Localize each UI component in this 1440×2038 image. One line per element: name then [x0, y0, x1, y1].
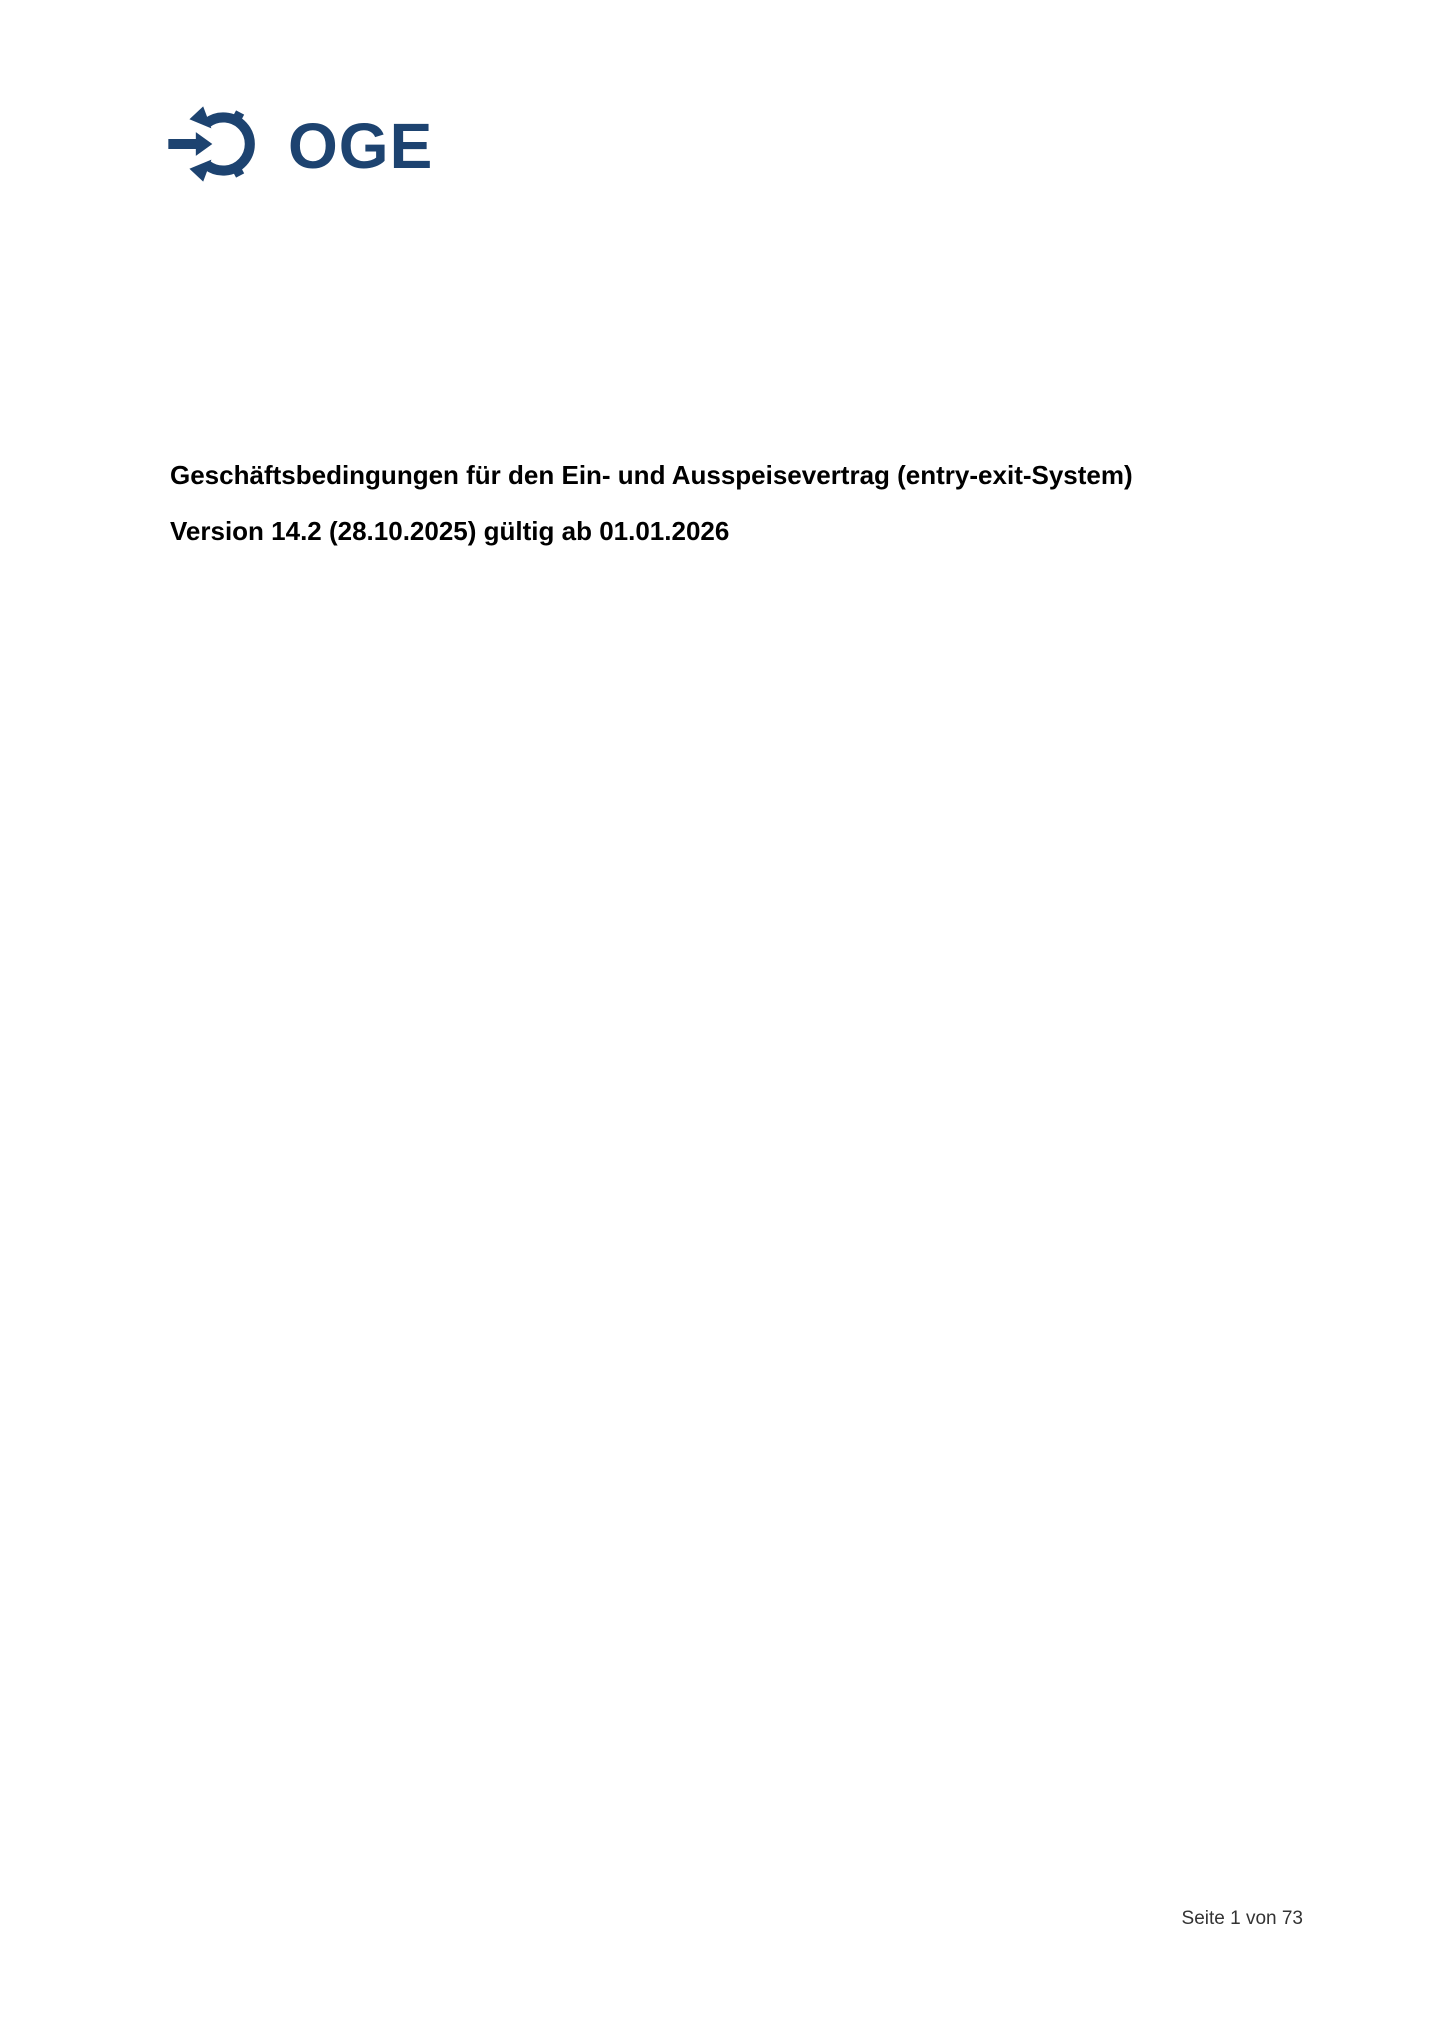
document-version-line: Version 14.2 (28.10.2025) gültig ab 01.01.2026 — [170, 515, 730, 546]
logo-ring-tab-bottom — [235, 166, 240, 176]
oge-logo-text: OGE — [288, 110, 434, 182]
document-title: Geschäftsbedingungen für den Ein- und Ausspeisevertrag (entry-exit-System) — [170, 460, 1133, 490]
page-number-indicator: Seite 1 von 73 — [1181, 1908, 1303, 1929]
logo-entry-arrow — [168, 132, 212, 156]
logo-ring-tab-top — [235, 112, 240, 122]
oge-logo — [168, 100, 433, 188]
page-footer — [1182, 1908, 1303, 1930]
title-block — [170, 461, 1270, 545]
oge-logo-icon — [168, 100, 264, 188]
logo-ring — [207, 117, 250, 170]
